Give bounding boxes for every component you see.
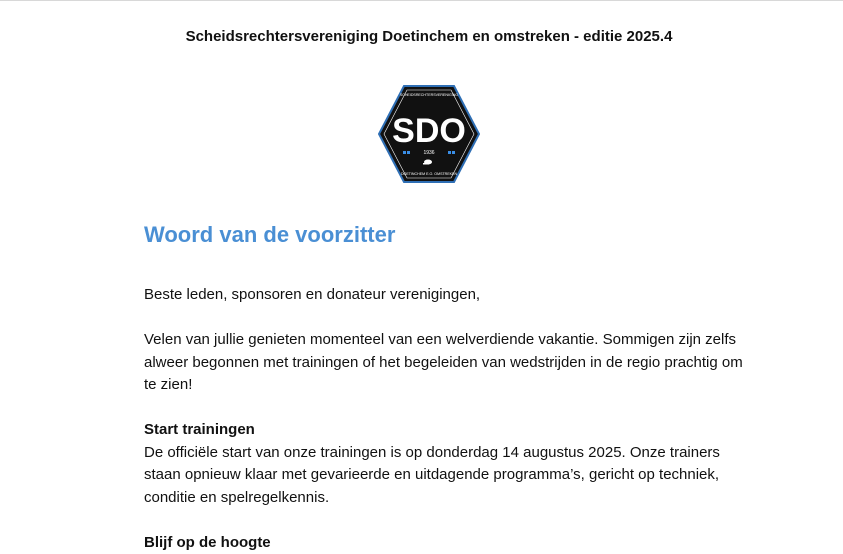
newsletter-header: Scheidsrechtersvereniging Doetinchem en omstreken - editie 2025.4: [0, 28, 843, 45]
section-title: Start trainingen: [144, 419, 744, 442]
logo-year: 1936: [423, 150, 434, 156]
article-title: Woord van de voorzitter: [144, 222, 395, 248]
trainings-section: [144, 419, 744, 509]
intro-paragraph: Velen van jullie genieten momenteel van een welverdiende vakantie. Sommigen zijn zelfs alweer begonnen met trainingen of het begeleiden van wedstrijden in de regio prachtig om te zien!: [144, 329, 744, 397]
logo-initials: SDO: [392, 112, 466, 150]
next-section-title: Blijf op de hoogte: [144, 532, 744, 554]
logo-top-text: SCHEIDSRECHTERSVERENIGING: [400, 93, 459, 97]
article-body: [144, 284, 744, 554]
greeting: Beste leden, sponsoren en donateur verenigingen,: [144, 284, 744, 307]
section-text: De officiële start van onze trainingen is op donderdag 14 augustus 2025. Onze trainers staan opnieuw klaar met gevarieerde en uitdagende programma’s, gericht op techniek, conditie en spelregelkennis.: [144, 444, 720, 506]
sdo-logo: [378, 84, 480, 184]
logo-bottom-text: DOETINCHEM E.O. OMSTREKEN: [401, 172, 458, 176]
top-divider: [0, 0, 843, 1]
